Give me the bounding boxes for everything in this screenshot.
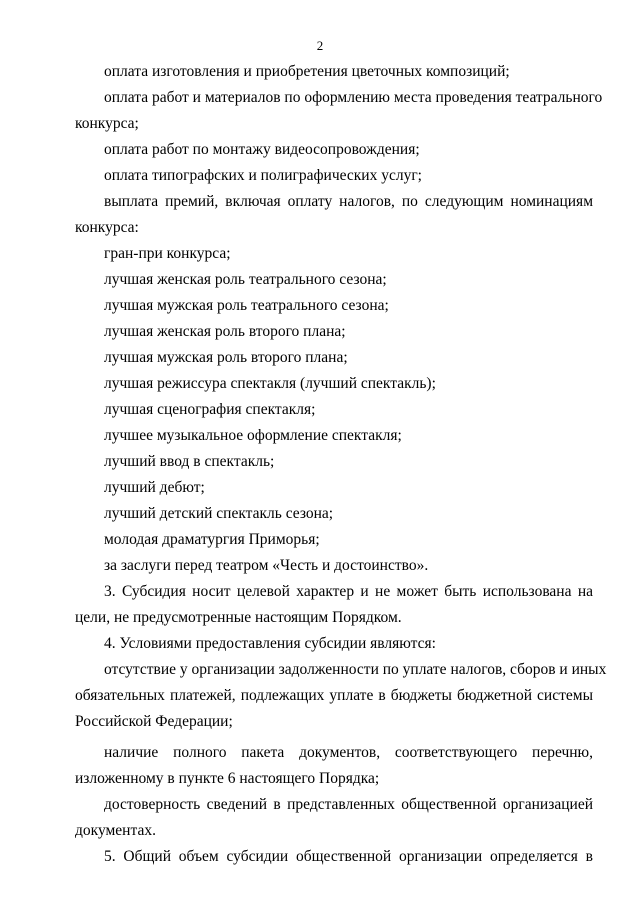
text-line: 3. Субсидия носит целевой характер и не может быть использована на xyxy=(104,583,593,600)
list-item: за заслуги перед театром «Честь и достоинство». xyxy=(104,557,429,574)
list-item: гран-при конкурса; xyxy=(104,245,231,262)
text-line: конкурса; xyxy=(75,115,139,132)
text-line: документах. xyxy=(75,822,156,839)
text-line: оплата типографских и полиграфических услуг; xyxy=(104,167,422,184)
text-line: оплата изготовления и приобретения цветочных композиций; xyxy=(104,63,510,80)
text-line: отсутствие у организации задолженности по уплате налогов, сборов и иных xyxy=(104,661,607,678)
text-line: цели, не предусмотренные настоящим Порядком. xyxy=(75,609,402,626)
text-line: Российской Федерации; xyxy=(75,713,233,730)
text-line: конкурса: xyxy=(75,219,139,236)
text-line: изложенному в пункте 6 настоящего Порядка; xyxy=(75,770,380,787)
list-item: лучшая женская роль второго плана; xyxy=(104,323,346,340)
list-item: лучшая мужская роль второго плана; xyxy=(104,349,348,366)
text-line: достоверность сведений в представленных общественной организацией xyxy=(104,796,593,813)
list-item: лучший дебют; xyxy=(104,479,205,496)
list-item: лучшее музыкальное оформление спектакля; xyxy=(104,427,402,444)
text-line: оплата работ и материалов по оформлению места проведения театрального xyxy=(104,89,603,106)
list-item: лучший ввод в спектакль; xyxy=(104,453,275,470)
list-item: лучший детский спектакль сезона; xyxy=(104,505,334,522)
text-line: выплата премий, включая оплату налогов, по следующим номинациям xyxy=(104,193,593,210)
list-item: молодая драматургия Приморья; xyxy=(104,531,320,548)
list-item: лучшая режиссура спектакля (лучший спектакль); xyxy=(104,375,436,392)
text-line: обязательных платежей, подлежащих уплате в бюджеты бюджетной системы xyxy=(75,687,593,704)
list-item: лучшая женская роль театрального сезона; xyxy=(104,271,387,288)
text-line: 5. Общий объем субсидии общественной организации определяется в xyxy=(104,848,593,865)
text-line: оплата работ по монтажу видеосопровождения; xyxy=(104,141,420,158)
list-item: лучшая сценография спектакля; xyxy=(104,401,316,418)
text-line: 4. Условиями предоставления субсидии являются: xyxy=(104,635,436,652)
page-number: 2 xyxy=(316,38,324,53)
list-item: лучшая мужская роль театрального сезона; xyxy=(104,297,389,314)
text-line: наличие полного пакета документов, соответствующего перечню, xyxy=(104,744,593,761)
